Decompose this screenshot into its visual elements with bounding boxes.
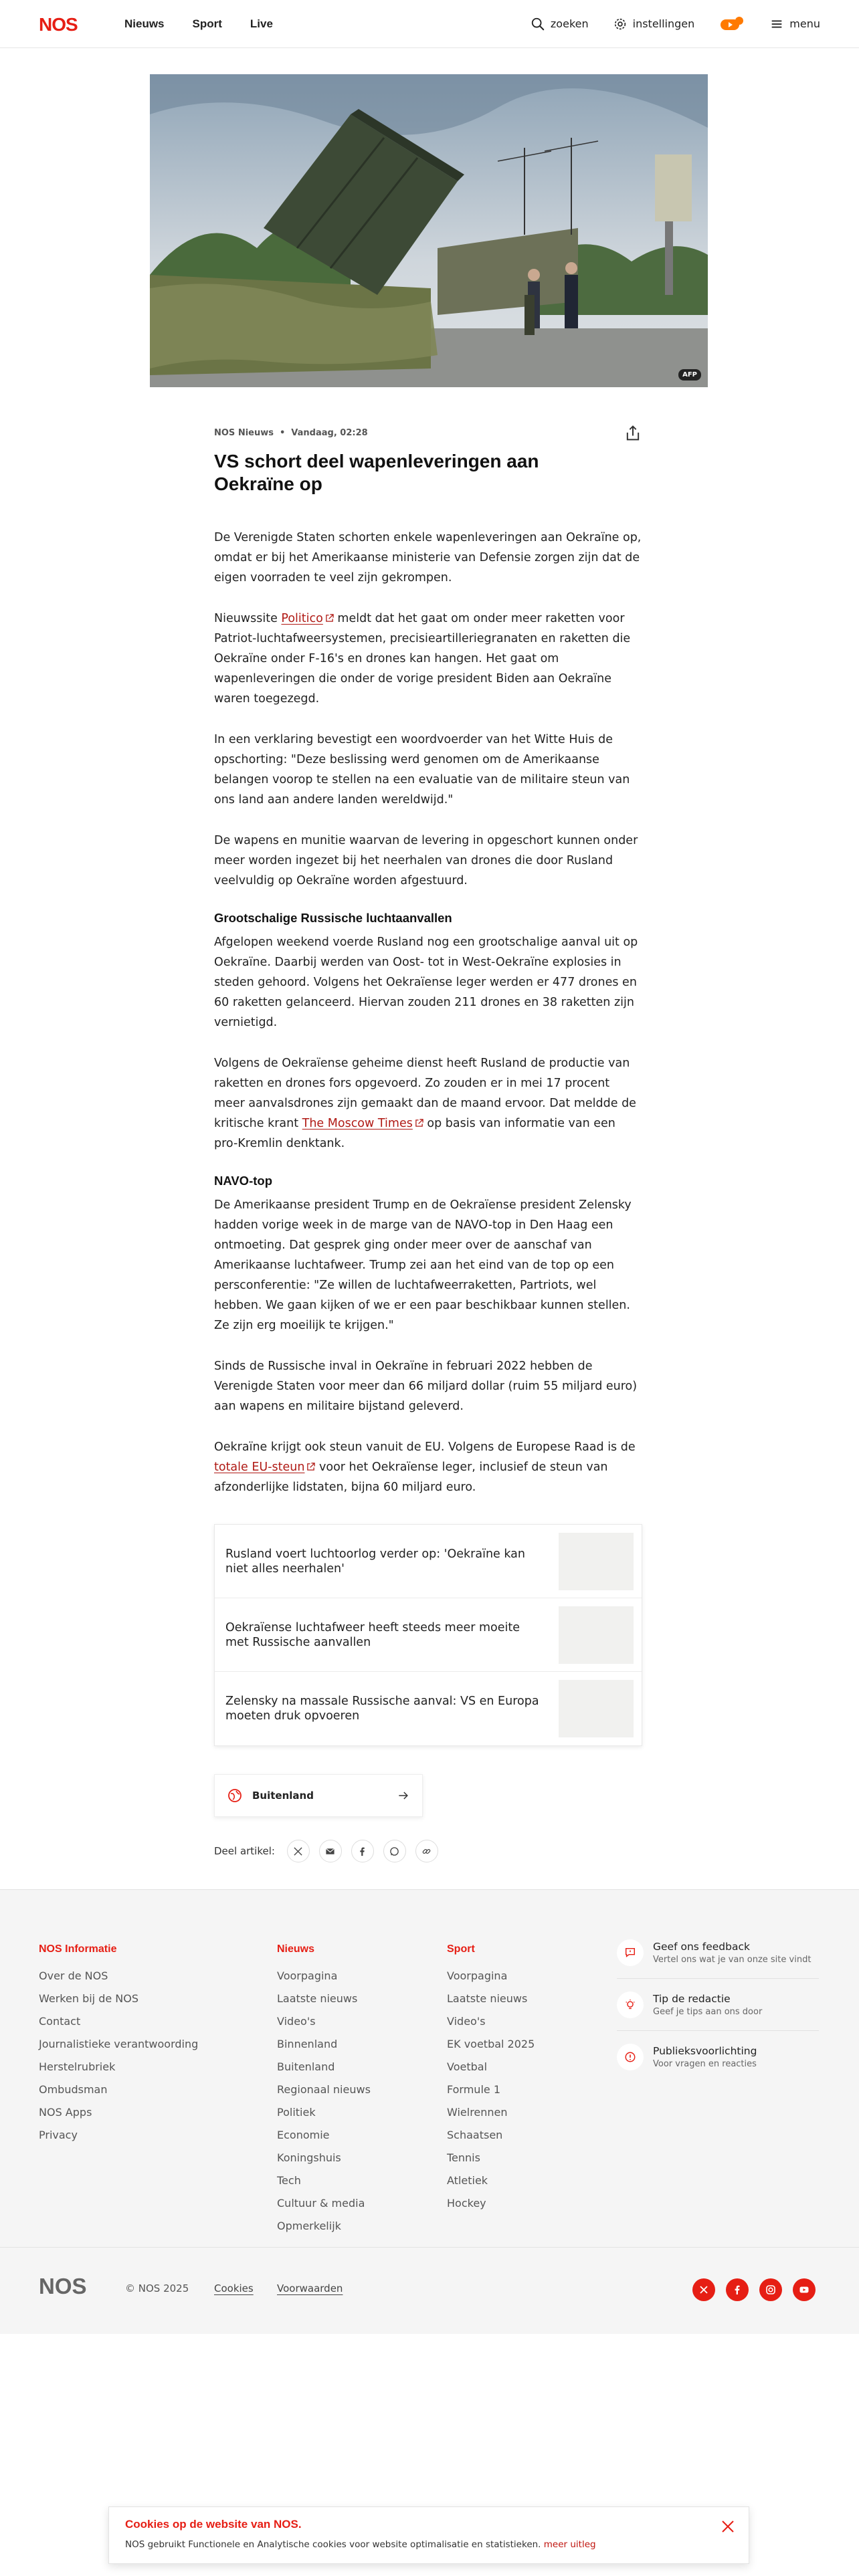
- tip-icon-wrap: [617, 1992, 644, 2018]
- social-youtube-button[interactable]: [793, 2278, 816, 2301]
- arrow-right-icon: [397, 1789, 410, 1802]
- x-icon: [698, 2284, 709, 2295]
- footer-link[interactable]: NOS Apps: [39, 2106, 92, 2119]
- hamburger-icon: [769, 17, 784, 31]
- footer-link[interactable]: Buitenland: [277, 2060, 335, 2073]
- footer-link[interactable]: Tennis: [447, 2151, 480, 2164]
- subheading-luchtaanvallen: Grootschalige Russische luchtaanvallen: [214, 911, 452, 925]
- paragraph-7: De Amerikaanse president Trump en de Oekraïense president Zelensky hadden vorige week in de marge van de NAVO-top in Den Haag een ontmoeting. Dat gesprek ging onder meer over de aanschaf van Amerikaanse luchtafweer. Trump zei aan het eind van de top op een persconferentie: "Ze willen de luchtafweerraketten, Partriots, wel hebben. We gaan kijken of we er een paar beschikbaar kunnen stellen. Ze zijn erg moeilijk te krijgen.": [214, 1198, 632, 1332]
- meta-separator: •: [279, 428, 286, 438]
- settings-button[interactable]: [613, 17, 695, 31]
- footer-col-title: NOS Informatie: [39, 1943, 117, 1955]
- footer-link[interactable]: Wielrennen: [447, 2106, 508, 2119]
- search-button[interactable]: [531, 17, 589, 31]
- footer-nos-logo[interactable]: [39, 2274, 92, 2297]
- footer-logo-mark: [39, 2274, 92, 2297]
- npo-button[interactable]: [719, 14, 745, 34]
- nos-logo[interactable]: [39, 15, 92, 33]
- chat-icon: [624, 1947, 636, 1959]
- contact-title: Tip de redactie: [653, 1993, 731, 2005]
- lightbulb-icon: [624, 1999, 636, 2011]
- tip-redactie-link[interactable]: [617, 1992, 819, 2031]
- related-article-title: Zelensky na massale Russische aanval: VS en Europa moeten druk opvoeren: [225, 1695, 539, 1723]
- instagram-icon: [765, 2284, 776, 2295]
- footer-link[interactable]: Video's: [277, 2015, 316, 2028]
- cookies-link[interactable]: Cookies: [214, 2282, 254, 2294]
- footer-link[interactable]: Formule 1: [447, 2083, 500, 2096]
- footer-col-title: Sport: [447, 1943, 475, 1955]
- footer-link[interactable]: Schaatsen: [447, 2129, 503, 2141]
- subheading-navo-top: NAVO-top: [214, 1174, 272, 1188]
- gear-icon: [613, 17, 628, 31]
- moscow-times-link[interactable]: The Moscow Times: [302, 1117, 413, 1130]
- article-time: Vandaag, 02:28: [291, 428, 368, 438]
- footer-link[interactable]: Hockey: [447, 2197, 486, 2210]
- eu-steun-link[interactable]: totale EU-steun: [214, 1461, 305, 1474]
- footer-link[interactable]: Tech: [277, 2174, 301, 2187]
- contact-subtitle: Vertel ons wat je van onze site vindt: [653, 1955, 812, 1965]
- footer-link[interactable]: EK voetbal 2025: [447, 2038, 535, 2050]
- footer-link[interactable]: Voorpagina: [447, 1969, 508, 1982]
- paragraph-3: In een verklaring bevestigt een woordvoerder van het Witte Huis de opschorting: "Deze beslissing werd genomen om de Amerikaanse belangen voorop te stellen na een evaluatie van de militaire steun van ons land aan andere landen wereldwijd.": [214, 733, 630, 807]
- external-link-icon: [306, 1463, 315, 1471]
- nos-logo-mark: [39, 15, 92, 33]
- menu-button[interactable]: [769, 17, 820, 31]
- share-facebook-button[interactable]: [351, 1840, 374, 1862]
- paragraph-9: Oekraïne krijgt ook steun vanuit de EU. Volgens de Europese Raad is de totale EU-steun voor het Oekraïense leger, inclusief de steun van afzonderlijke lidstaten, bijna 60 miljard euro.: [214, 1440, 636, 1494]
- article-source: NOS Nieuws: [214, 428, 274, 438]
- site-footer: [0, 1889, 859, 2304]
- footer-link[interactable]: Werken bij de NOS: [39, 1992, 139, 2005]
- svg-text:NOS: NOS: [39, 14, 78, 33]
- social-facebook-button[interactable]: [726, 2278, 749, 2301]
- share-row: [214, 1840, 642, 1862]
- share-copy-link-button[interactable]: [415, 1840, 438, 1862]
- contact-subtitle: Geef je tips aan ons door: [653, 2007, 763, 2017]
- footer-link[interactable]: Laatste nieuws: [447, 1992, 528, 2005]
- footer-link[interactable]: Koningshuis: [277, 2151, 341, 2164]
- footer-link[interactable]: Video's: [447, 2015, 486, 2028]
- close-icon[interactable]: [721, 2519, 735, 2534]
- settings-label: instellingen: [632, 17, 695, 30]
- voorwaarden-link[interactable]: Voorwaarden: [277, 2282, 343, 2294]
- footer-link[interactable]: Journalistieke verantwoording: [39, 2038, 199, 2050]
- footer-link[interactable]: Economie: [277, 2129, 330, 2141]
- related-article[interactable]: [215, 1525, 642, 1598]
- hero-image: [150, 74, 708, 387]
- cookie-banner: [108, 2506, 749, 2564]
- related-article[interactable]: [215, 1672, 642, 1745]
- external-link-icon: [325, 614, 334, 623]
- footer-link[interactable]: Privacy: [39, 2129, 78, 2141]
- footer-col-nieuws: [277, 1943, 371, 2238]
- external-link-icon: [415, 1119, 423, 1128]
- paragraph-8: Sinds de Russische inval in Oekraïne in februari 2022 hebben de Verenigde Staten voor meer dan 66 miljard dollar (ruim 55 miljard euro) aan wapens en militaire bijstand geleverd.: [214, 1360, 638, 1413]
- copyright: © NOS 2025: [125, 2282, 189, 2294]
- cookie-more-link[interactable]: meer uitleg: [543, 2539, 596, 2550]
- related-article-thumbnail: [559, 1606, 634, 1664]
- youtube-icon: [799, 2284, 809, 2295]
- article: [214, 428, 642, 1862]
- contact-subtitle: Voor vragen en reacties: [653, 2059, 757, 2069]
- category-label: Buitenland: [252, 1790, 314, 1802]
- paragraph-5: Afgelopen weekend voerde Rusland nog een grootschalige aanval uit op Oekraïne. Daarbij werden van Oost- tot in West-Oekraïne explosies in steden gehoord. Volgens het Oekraïense leger werden er 477 drones en 60 raketten gelanceerd. Hiervan zouden 211 drones en 38 raketten zijn vernietigd.: [214, 936, 638, 1029]
- social-instagram-button[interactable]: [759, 2278, 782, 2301]
- footer-link[interactable]: Ombudsman: [39, 2083, 108, 2096]
- menu-label: menu: [789, 17, 820, 30]
- search-icon: [531, 17, 545, 31]
- paragraph-2: Nieuwssite Politico meldt dat het gaat om onder meer raketten voor Patriot-luchtafweersystemen, precisieartilleriegranaten en raketten die Oekraïne onder F-16's en drones kan hangen. Het gaat om wapenleveringen die onder de vorige president Biden aan Oekraïne waren toegezegd.: [214, 612, 631, 706]
- facebook-icon: [732, 2284, 743, 2295]
- footer-link[interactable]: Over de NOS: [39, 1969, 108, 1982]
- footer-link[interactable]: Contact: [39, 2015, 81, 2028]
- site-header: [0, 0, 859, 48]
- share-icon[interactable]: [624, 424, 642, 443]
- footer-link[interactable]: Herstelrubriek: [39, 2060, 116, 2073]
- footer-link[interactable]: Laatste nieuws: [277, 1992, 358, 2005]
- info-icon: [624, 2051, 636, 2063]
- footer-col-title: Nieuws: [277, 1943, 315, 1955]
- info-icon-wrap: [617, 2044, 644, 2070]
- link-icon: [421, 1846, 432, 1856]
- footer-link[interactable]: Politiek: [277, 2106, 316, 2119]
- footer-link[interactable]: Voorpagina: [277, 1969, 338, 1982]
- related-article-title: Oekraïense luchtafweer heeft steeds meer moeite met Russische aanvallen: [225, 1620, 520, 1649]
- svg-text:NOS: NOS: [39, 2274, 87, 2297]
- whatsapp-icon: [389, 1846, 399, 1856]
- related-article-thumbnail: [559, 1533, 634, 1590]
- related-article-title: Rusland voert luchtoorlog verder op: 'Oekraïne kan niet alles neerhalen': [225, 1547, 526, 1576]
- paragraph-6: Volgens de Oekraïense geheime dienst heeft Rusland de productie van raketten en drones fors opgevoerd. Zo zouden er in mei 17 procent meer aanvalsdrones zijn gemaakt dan de maand ervoor. Dat meldde de kritische krant The Moscow Times op basis van informatie van een pro-Kremlin denktank.: [214, 1057, 636, 1150]
- share-x-button[interactable]: [287, 1840, 310, 1862]
- x-icon: [293, 1846, 303, 1856]
- footer-link[interactable]: Regionaal nieuws: [277, 2083, 371, 2096]
- footer-col-sport: [447, 1943, 535, 2215]
- article-title: VS schort deel wapenleveringen aan Oekraïne op: [214, 451, 539, 494]
- article-meta: [214, 428, 642, 438]
- globe-icon: [227, 1788, 243, 1804]
- npo-logo-icon: [719, 15, 745, 33]
- hero-illustration: [150, 74, 708, 387]
- paragraph-4: De wapens en munitie waarvan de levering in opgeschort kunnen onder meer worden ingezet bij het neerhalen van drones die door Rusland veelvuldig op Oekraïne worden afgestuurd.: [214, 834, 638, 887]
- facebook-icon: [357, 1846, 367, 1856]
- footer-link[interactable]: Atletiek: [447, 2174, 488, 2187]
- related-articles: [214, 1524, 642, 1746]
- article-body: [214, 528, 642, 1497]
- sub-footer: [0, 2247, 859, 2334]
- paragraph-1: De Verenigde Staten schorten enkele wapenleveringen aan Oekraïne op, omdat er bij het Amerikaanse ministerie van Defensie zorgen zijn dat de eigen voorraden te veel zijn gekrompen.: [214, 531, 642, 584]
- contact-title: Publieksvoorlichting: [653, 2045, 757, 2057]
- nav-nieuws[interactable]: Nieuws: [124, 17, 165, 30]
- social-x-button[interactable]: [692, 2278, 715, 2301]
- photo-credit: AFP: [678, 369, 701, 381]
- mail-icon: [325, 1846, 335, 1856]
- footer-link[interactable]: Opmerkelijk: [277, 2220, 341, 2232]
- related-article-thumbnail: [559, 1680, 634, 1737]
- publieksvoorlichting-link[interactable]: [617, 2044, 819, 2082]
- footer-link[interactable]: Binnenland: [277, 2038, 338, 2050]
- related-article[interactable]: [215, 1598, 642, 1672]
- footer-col-nos-informatie: [39, 1943, 198, 2147]
- cookie-title: Cookies op de website van NOS.: [125, 2518, 302, 2531]
- politico-link[interactable]: Politico: [281, 612, 323, 625]
- nav-sport[interactable]: Sport: [192, 17, 222, 30]
- cookie-text: NOS gebruikt Functionele en Analytische cookies voor website optimalisatie en statistieken. meer uitleg: [125, 2539, 596, 2550]
- share-label: Deel artikel:: [214, 1845, 275, 1857]
- footer-link[interactable]: Cultuur & media: [277, 2197, 365, 2210]
- footer-link[interactable]: Voetbal: [447, 2060, 488, 2073]
- share-whatsapp-button[interactable]: [383, 1840, 406, 1862]
- feedback-link[interactable]: [617, 1939, 819, 1979]
- main-nav: [124, 17, 273, 31]
- contact-title: Geef ons feedback: [653, 1941, 750, 1953]
- nav-live[interactable]: Live: [250, 17, 273, 30]
- category-buitenland-button[interactable]: [214, 1774, 423, 1817]
- share-mail-button[interactable]: [319, 1840, 342, 1862]
- feedback-icon-wrap: [617, 1939, 644, 1966]
- search-label: zoeken: [550, 17, 589, 30]
